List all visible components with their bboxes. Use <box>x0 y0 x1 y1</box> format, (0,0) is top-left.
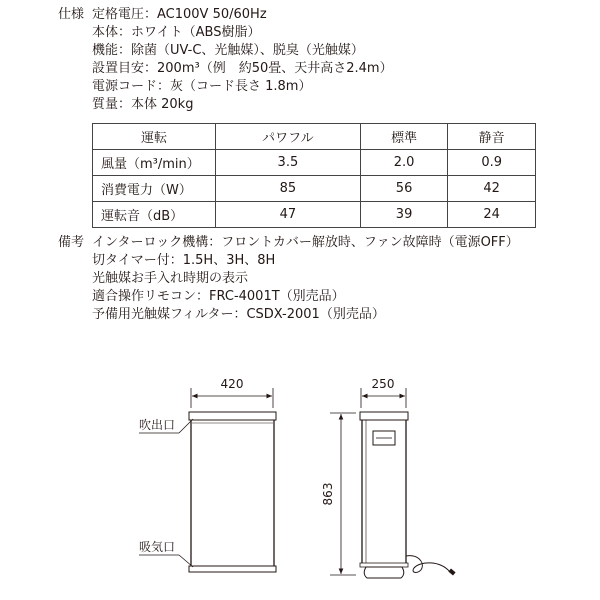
table-cell: 2.0 <box>360 150 448 176</box>
note-filter: 予備用光触媒フィルター：CSDX-2001（別売品） <box>92 307 385 322</box>
note-photocatalyst: 光触媒お手入れ時期の表示 <box>92 271 249 286</box>
table-cell: 85 <box>216 176 361 202</box>
front-view-unit <box>189 412 276 572</box>
front-width-dimension <box>191 377 273 408</box>
header-powerful: パワフル <box>216 124 361 150</box>
row-label: 風量（m³/min） <box>93 150 216 176</box>
note-remote: 適合操作リモコン：FRC-4001T（別売品） <box>92 289 345 304</box>
table-cell: 0.9 <box>448 150 536 176</box>
table-cell: 47 <box>216 202 361 228</box>
inlet-callout <box>139 540 193 567</box>
outlet-callout <box>139 417 193 433</box>
header-quiet: 静音 <box>448 124 536 150</box>
side-depth-dimension <box>361 377 406 408</box>
inlet-label: 吸気口 <box>139 540 176 554</box>
spec-installation: 設置目安：200m³（例 約50畳、天井高さ2.4m） <box>92 61 393 76</box>
spec-function: 機能：除菌（UV-C、光触媒）、脱臭（光触媒） <box>92 43 364 58</box>
header-mode: 運転 <box>93 124 216 150</box>
front-width-value: 420 <box>220 377 244 391</box>
spec-heading: 仕様 <box>58 7 85 22</box>
spec-power-cord: 電源コード：灰（コード長さ 1.8m） <box>92 79 312 94</box>
side-depth-value: 250 <box>371 377 395 391</box>
notes-heading: 備考 <box>58 235 85 250</box>
header-standard: 標準 <box>360 124 448 150</box>
table-cell: 39 <box>360 202 448 228</box>
spec-weight: 質量：本体 20kg <box>92 97 194 112</box>
height-value: 863 <box>321 482 335 506</box>
spec-voltage: 定格電圧：AC100V 50/60Hz <box>92 7 267 22</box>
power-cord <box>406 556 456 576</box>
outlet-label: 吹出口 <box>139 418 176 432</box>
height-dimension <box>321 413 356 575</box>
table-cell: 56 <box>360 176 448 202</box>
table-cell: 3.5 <box>216 150 361 176</box>
row-label: 消費電力（W） <box>93 176 216 202</box>
table-cell: 24 <box>448 202 536 228</box>
base-stand <box>364 567 404 578</box>
note-timer: 切タイマー付：1.5H、3H、8H <box>92 253 276 268</box>
side-view-unit <box>360 412 408 578</box>
note-interlock: インターロック機構：フロントカバー解放時、ファン故障時（電源OFF） <box>92 235 519 250</box>
row-label: 運転音（dB） <box>93 202 216 228</box>
table-cell: 42 <box>448 176 536 202</box>
spec-body: 本体：ホワイト（ABS樹脂） <box>92 25 261 40</box>
